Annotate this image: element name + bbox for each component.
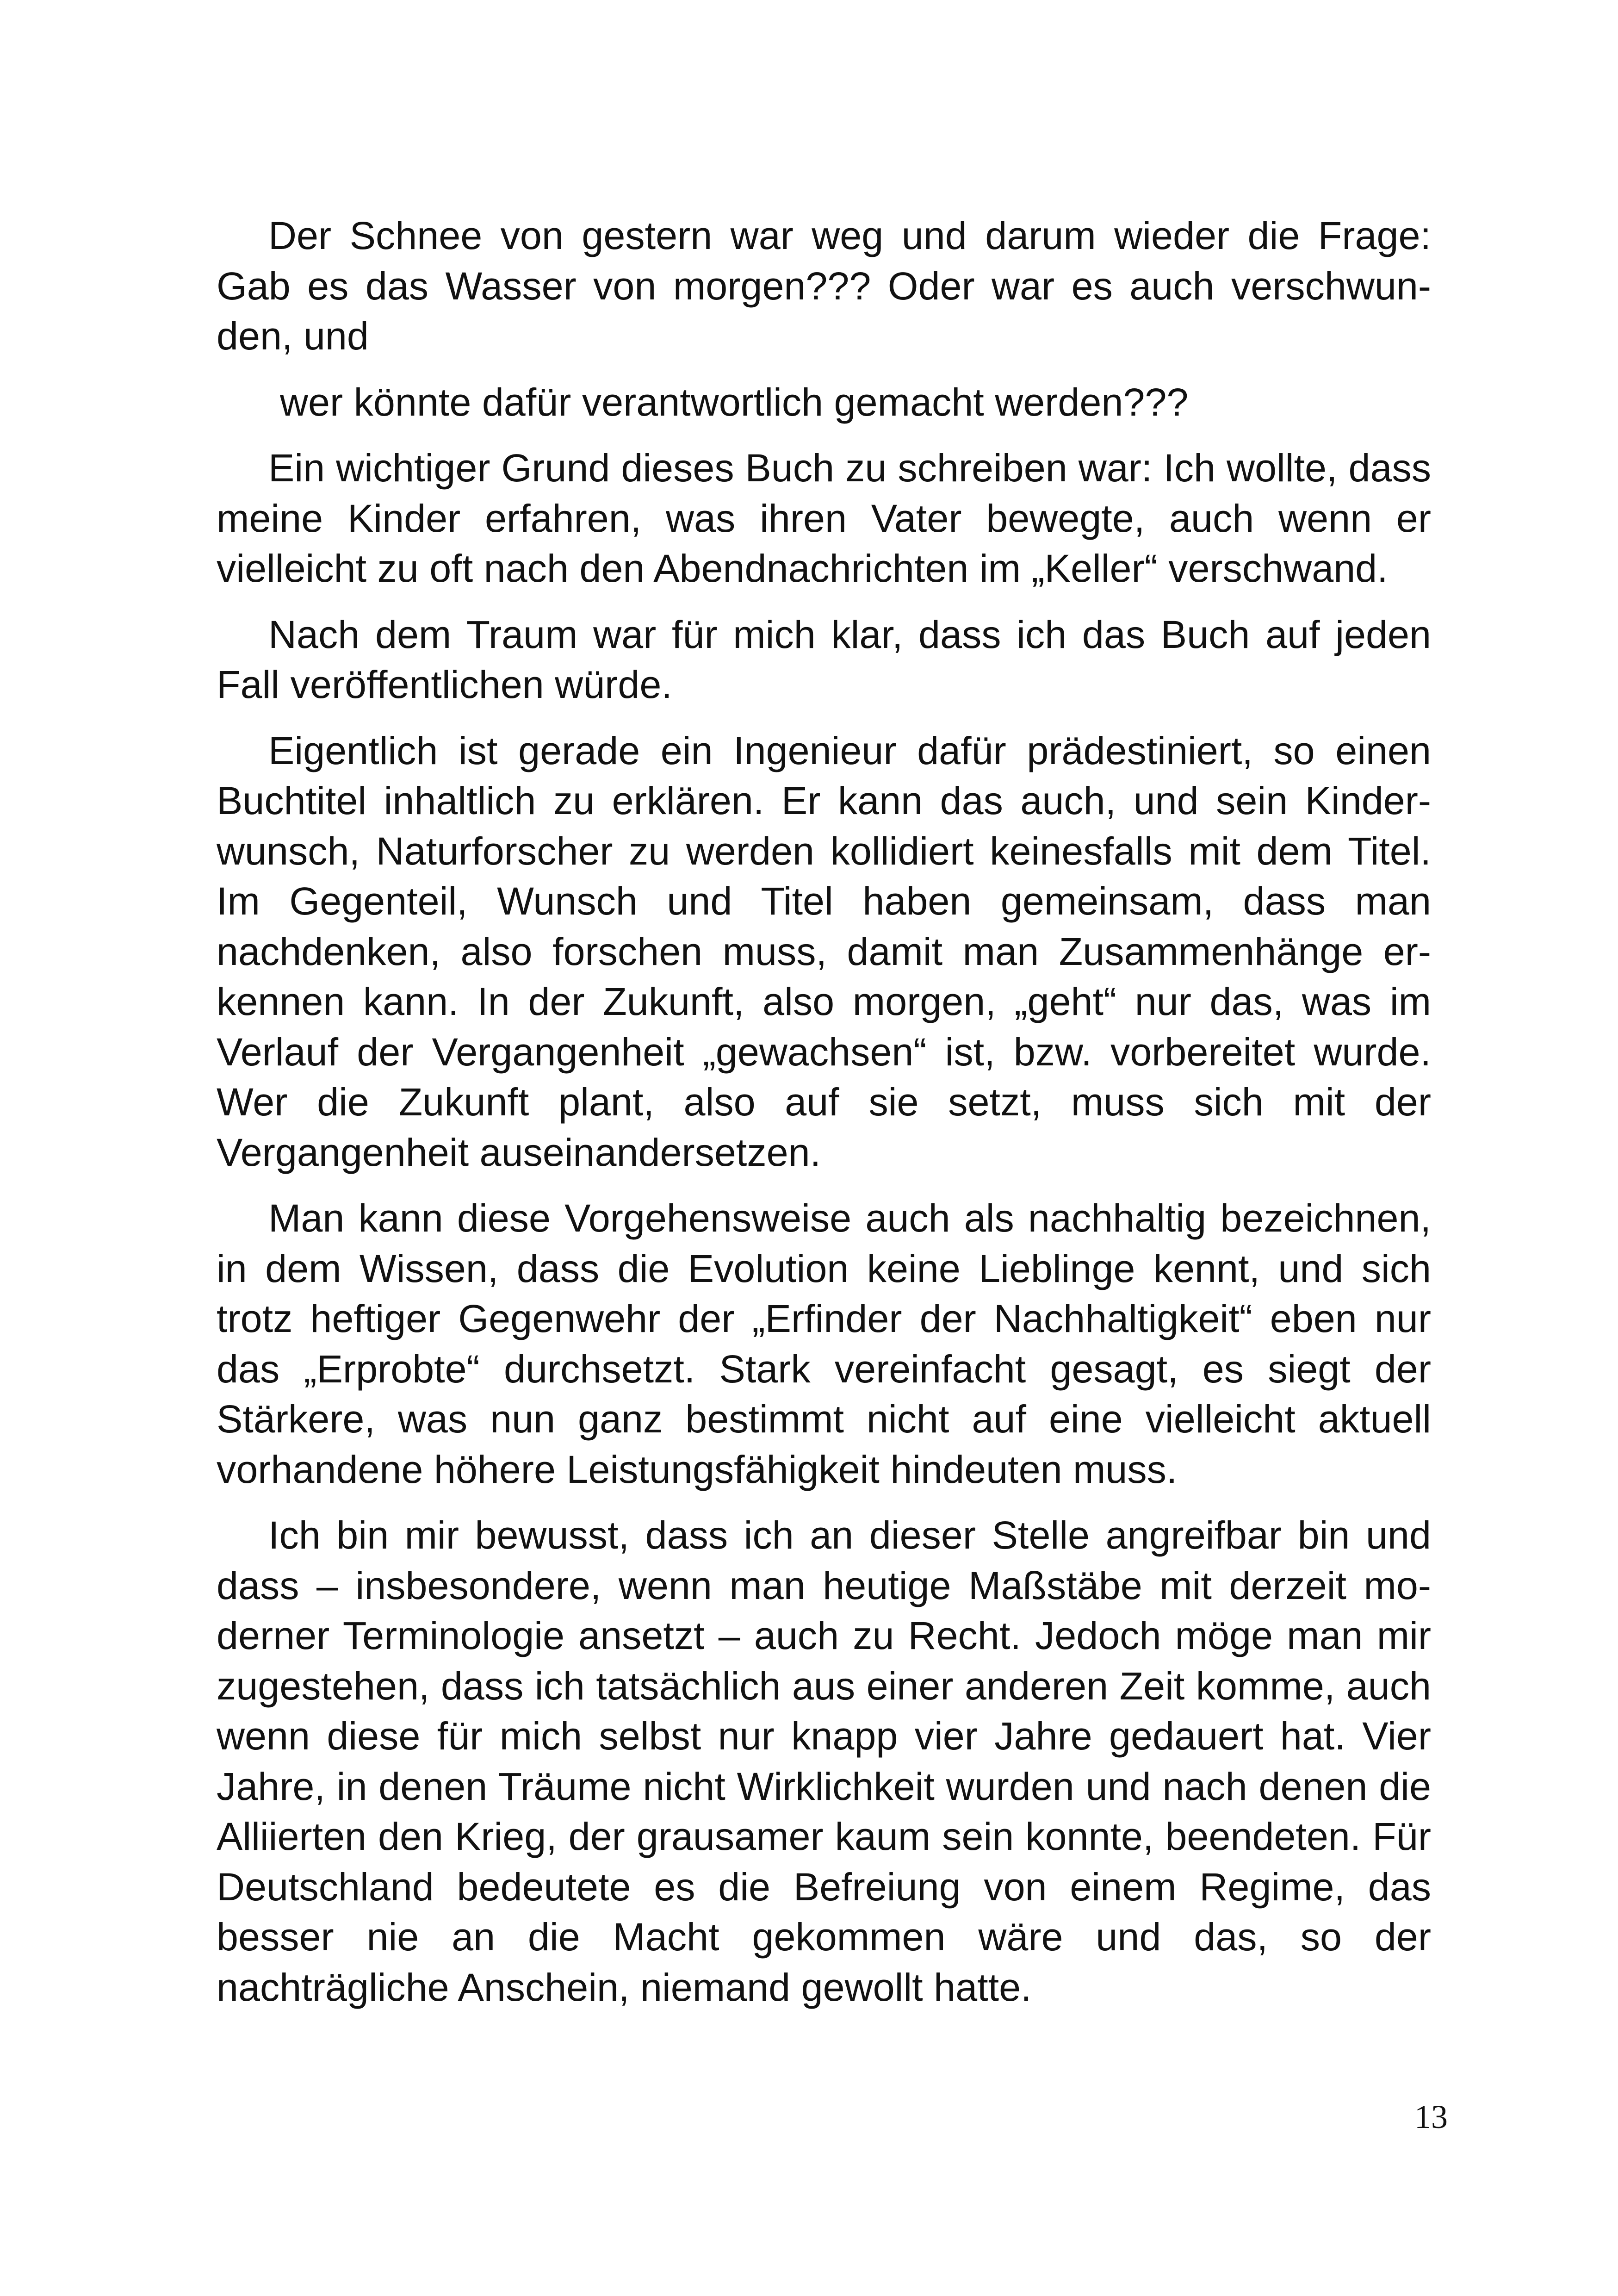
- paragraph-2: wer könnte dafür verantwortlich gemacht werden???: [280, 380, 1189, 424]
- paragraph-3: Ein wichtiger Grund dieses Buch zu schreiben war: Ich wollte, dass meine Kinder erfahren, was ihren Vater bewegte, auch wenn er vielleicht zu oft nach den Abendnachrichten im „Keller“ verschwand.: [217, 446, 1431, 590]
- paragraph-4: Nach dem Traum war für mich klar, dass ich das Buch auf jeden Fall veröffentlichen würde.: [217, 612, 1431, 706]
- paragraph-1: Der Schnee von gestern war weg und darum wieder die Frage: Gab es das Wasser von morgen??? Oder war es auch verschwunden, und: [217, 214, 1431, 358]
- body-text: [217, 211, 1431, 2028]
- page-number: 13: [1414, 2098, 1448, 2135]
- paragraph-5: Eigentlich ist gerade ein Ingenieur dafür prädestiniert, so einen Buchtitel inhaltlich zu erklären. Er kann das auch, und sein Kinderwunsch, Naturforscher zu werden kollidiert keinesfalls mit dem Titel. Im Gegenteil, Wunsch und Titel haben gemeinsam, dass man nachdenken, also forschen muss, damit man Zusammenhänge erkennen kann. In der Zukunft, also morgen, „geht“ nur das, was im Verlauf der Vergangenheit „gewachsen“ ist, bzw. vorbereitet wurde. Wer die Zukunft plant, also auf sie setzt, muss sich mit der Vergangenheit auseinandersetzen.: [217, 728, 1431, 1174]
- paragraph-6: Man kann diese Vorgehensweise auch als nachhaltig bezeichnen, in dem Wissen, dass die Evolution keine Lieblinge kennt, und sich trotz heftiger Gegenwehr der „Erfinder der Nachhaltigkeit“ eben nur das „Erprobte“ durchsetzt. Stark vereinfacht gesagt, es siegt der Stärkere, was nun ganz bestimmt nicht auf eine vielleicht aktuell vorhandene höhere Leistungsfähigkeit hindeuten muss.: [217, 1196, 1431, 1491]
- paragraph-7: Ich bin mir bewusst, dass ich an dieser Stelle angreifbar bin und dass – insbesondere, wenn man heutige Maßstäbe mit derzeit moderner Terminologie ansetzt – auch zu Recht. Jedoch möge man mir zugestehen, dass ich tatsächlich aus einer anderen Zeit komme, auch wenn diese für mich selbst nur knapp vier Jahre gedauert hat. Vier Jahre, in denen Träume nicht Wirklichkeit wurden und nach denen die Alliierten den Krieg, der grausamer kaum sein konnte, beendeten. Für Deutschland bedeutete es die Befreiung von einem Regime, das besser nie an die Macht gekommen wäre und das, so der nachträgliche Anschein, niemand gewollt hatte.: [217, 1513, 1431, 2009]
